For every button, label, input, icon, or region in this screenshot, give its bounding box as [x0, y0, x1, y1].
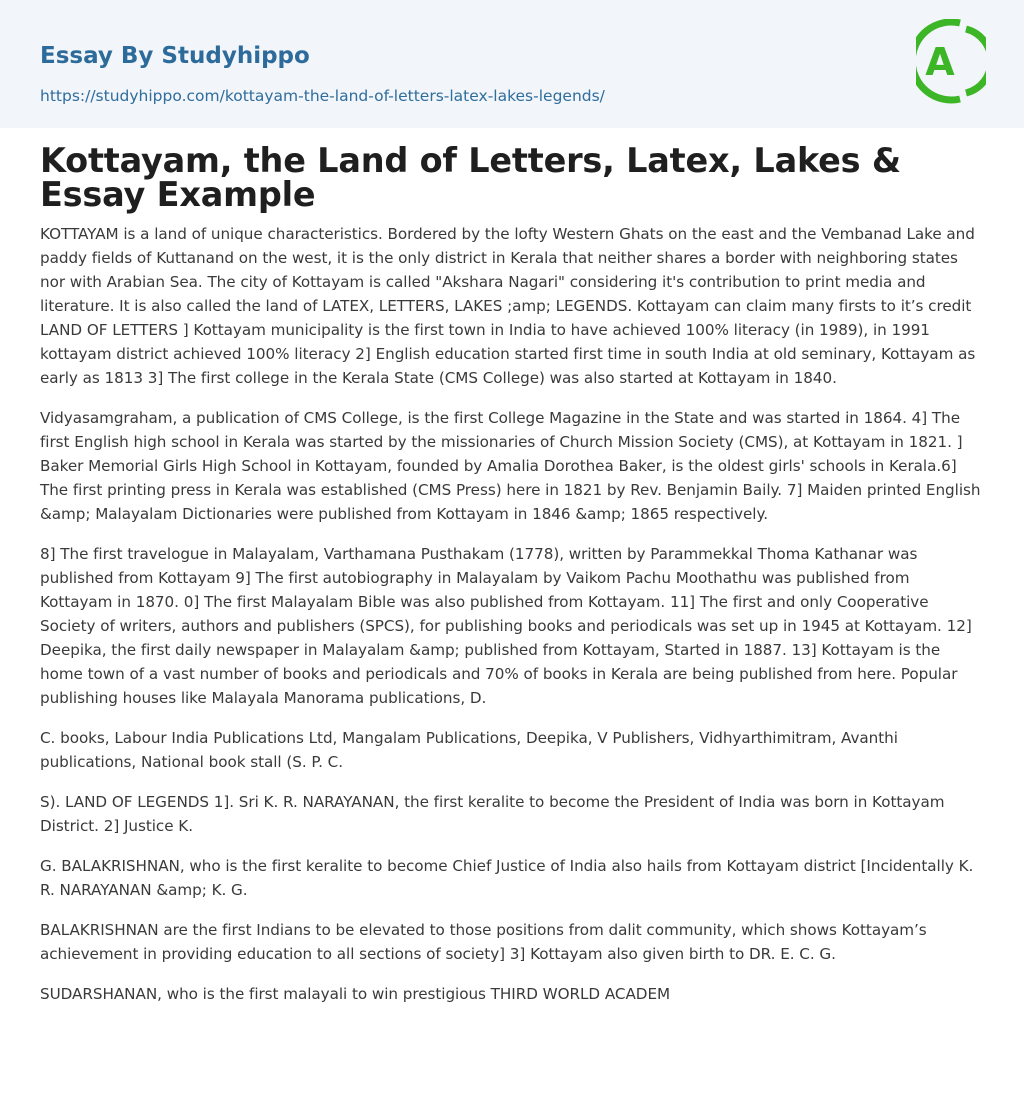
article-paragraph: G. BALAKRISHNAN, who is the first keralite to become Chief Justice of India also hails from Kottayam district [Incidentally K. R. NARAYANAN &amp; K. G.: [40, 857, 974, 899]
logo-letter: A: [925, 40, 955, 84]
article-body: [0, 128, 1024, 1006]
article-paragraph: KOTTAYAM is a land of unique characteristics. Bordered by the lofty Western Ghats on the east and the Vembanad Lake and paddy fields of Kuttanand on the west, it is the only district in Kerala that neither shares a border with neighboring states nor with Arabian Sea. The city of Kottayam is called "Akshara Nagari" considering it's contribution to print media and literature. It is also called the land of LATEX, LETTERS, LAKES ;amp; LEGENDS. Kottayam can claim many firsts to it’s credit LAND OF LETTERS ] Kottayam municipality is the first town in India to have achieved 100% literacy (in 1989), in 1991 kottayam district achieved 100% literacy 2] English education started first time in south India at old seminary, Kottayam as early as 1813 3] The first college in the Kerala State (CMS College) was also started at Kottayam in 1840.: [40, 225, 976, 387]
article-paragraph: S). LAND OF LEGENDS 1]. Sri K. R. NARAYANAN, the first keralite to become the President of India was born in Kottayam District. 2] Justice K.: [40, 793, 945, 835]
essay-url-link[interactable]: https://studyhippo.com/kottayam-the-land-of-letters-latex-lakes-legends/: [40, 87, 605, 105]
article-title: Kottayam, the Land of Letters, Latex, Lakes & Essay Example: [40, 141, 901, 214]
logo-ring-right: [966, 29, 986, 93]
article-paragraph: Vidyasamgraham, a publication of CMS College, is the first College Magazine in the State and was started in 1864. 4] The first English high school in Kerala was started by the missionaries of Church Mission Society (CMS), at Kottayam in 1821. ] Baker Memorial Girls High School in Kottayam, founded by Amalia Dorothea Baker, is the oldest girls' schools in Kerala.6] The first printing press in Kerala was established (CMS Press) here in 1821 by Rev. Benjamin Baily. 7] Maiden printed English &amp; Malayalam Dictionaries were published from Kottayam in 1846 &amp; 1865 respectively.: [40, 409, 981, 523]
site-brand[interactable]: Essay By Studyhippo: [40, 43, 310, 69]
article-paragraph: SUDARSHANAN, who is the first malayali to win prestigious THIRD WORLD ACADEM: [40, 985, 671, 1003]
article-paragraph: 8] The first travelogue in Malayalam, Varthamana Pusthakam (1778), written by Parammekkal Thoma Kathanar was published from Kottayam 9] The first autobiography in Malayalam by Vaikom Pachu Moothathu was published from Kottayam in 1870. 0] The first Malayalam Bible was also published from Kottayam. 11] The first and only Cooperative Society of writers, authors and publishers (SPCS), for publishing books and periodicals was set up in 1945 at Kottayam. 12] Deepika, the first daily newspaper in Malayalam &amp; published from Kottayam, Started in 1887. 13] Kottayam is the home town of a vast number of books and periodicals and 70% of books in Kerala are being published from here. Popular publishing houses like Malayala Manorama publications, D.: [40, 545, 972, 707]
site-header: [0, 0, 1024, 128]
article-paragraph: C. books, Labour India Publications Ltd, Mangalam Publications, Deepika, V Publishers, Vidhyarthimitram, Avanthi publications, National book stall (S. P. C.: [40, 729, 898, 771]
studyhippo-logo-icon[interactable]: [916, 19, 986, 105]
article-paragraph: BALAKRISHNAN are the first Indians to be elevated to those positions from dalit community, which shows Kottayam’s achievement in providing education to all sections of society] 3] Kottayam also given birth to DR. E. C. G.: [40, 921, 927, 963]
